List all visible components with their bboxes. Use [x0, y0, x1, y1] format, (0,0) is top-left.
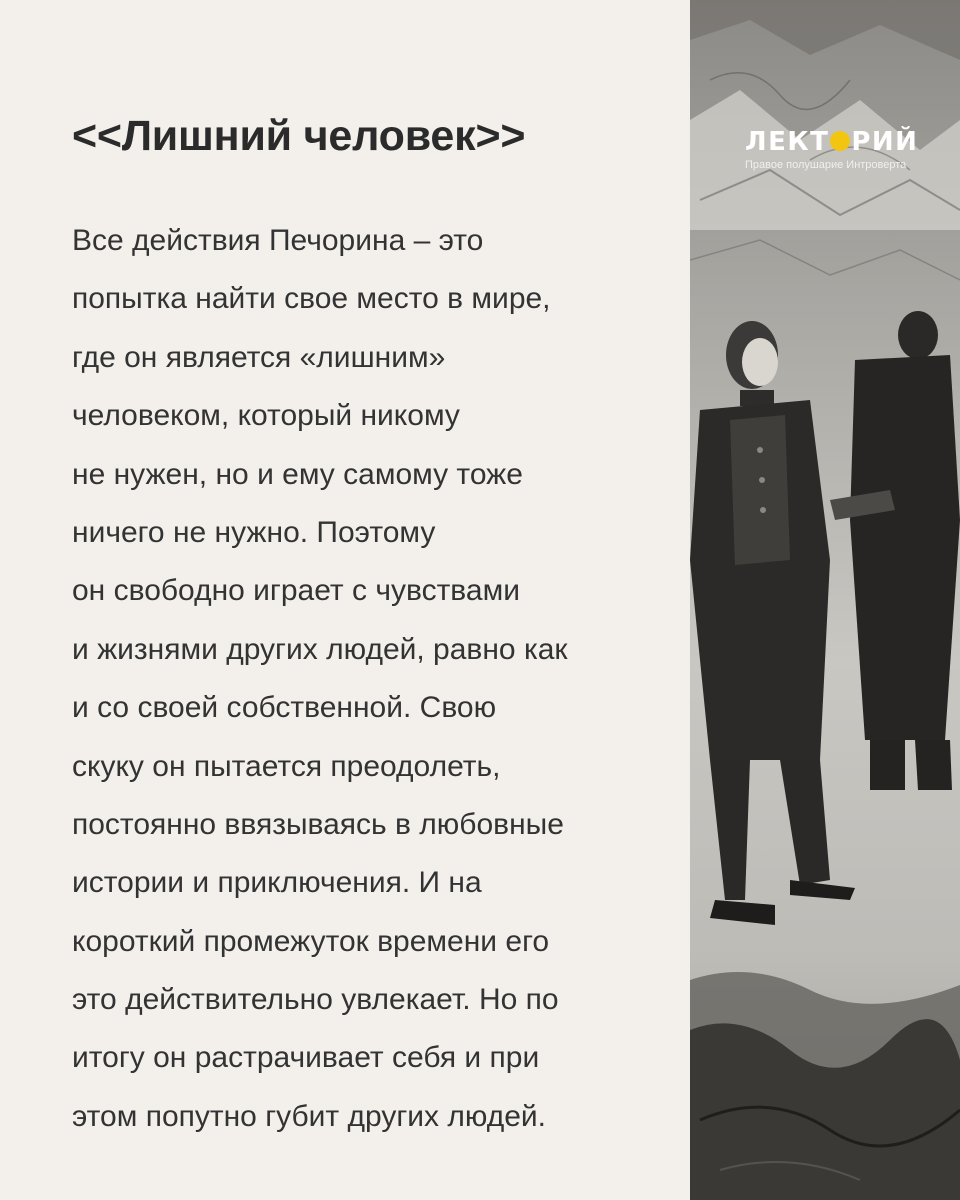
body-text	[72, 212, 672, 1146]
body-line: постоянно ввязываясь в любовные	[72, 807, 564, 841]
body-line: итогу он растрачивает себя и при	[72, 1041, 540, 1075]
body-line: Все действия Печорина – это	[72, 224, 484, 257]
body-line: где он является «лишним»	[72, 340, 446, 374]
body-line: ничего не нужно. Поэтому	[72, 515, 436, 549]
body-line: это действительно увлекает. Но по	[72, 983, 559, 1017]
body-line: человеком, который никому	[72, 399, 460, 433]
body-line: попытка найти свое место в мире,	[72, 282, 551, 316]
page-title: <<Лишний человек>>	[72, 112, 526, 160]
brand-logo	[745, 128, 918, 172]
body-line: не нужен, но и ему самому тоже	[72, 457, 523, 491]
logo-dot-icon	[830, 131, 850, 151]
logo-tagline: Правое полушарие Интроверта	[745, 159, 907, 171]
body-line: и со своей собственной. Свою	[72, 691, 497, 725]
body-line: этом попутно губит других людей.	[72, 1099, 547, 1133]
body-line: и жизнями других людей, равно как	[72, 632, 568, 666]
body-line: скуку он пытается преодолеть,	[72, 749, 501, 783]
logo-wordmark: ЛЕКТ РИЙ	[745, 127, 919, 157]
illustration-panel	[690, 0, 960, 1200]
body-line: истории и приключения. И на	[72, 866, 482, 900]
illustration	[690, 0, 960, 1200]
body-line: он свободно играет с чувствами	[72, 574, 520, 608]
body-line: короткий промежуток времени его	[72, 924, 550, 958]
